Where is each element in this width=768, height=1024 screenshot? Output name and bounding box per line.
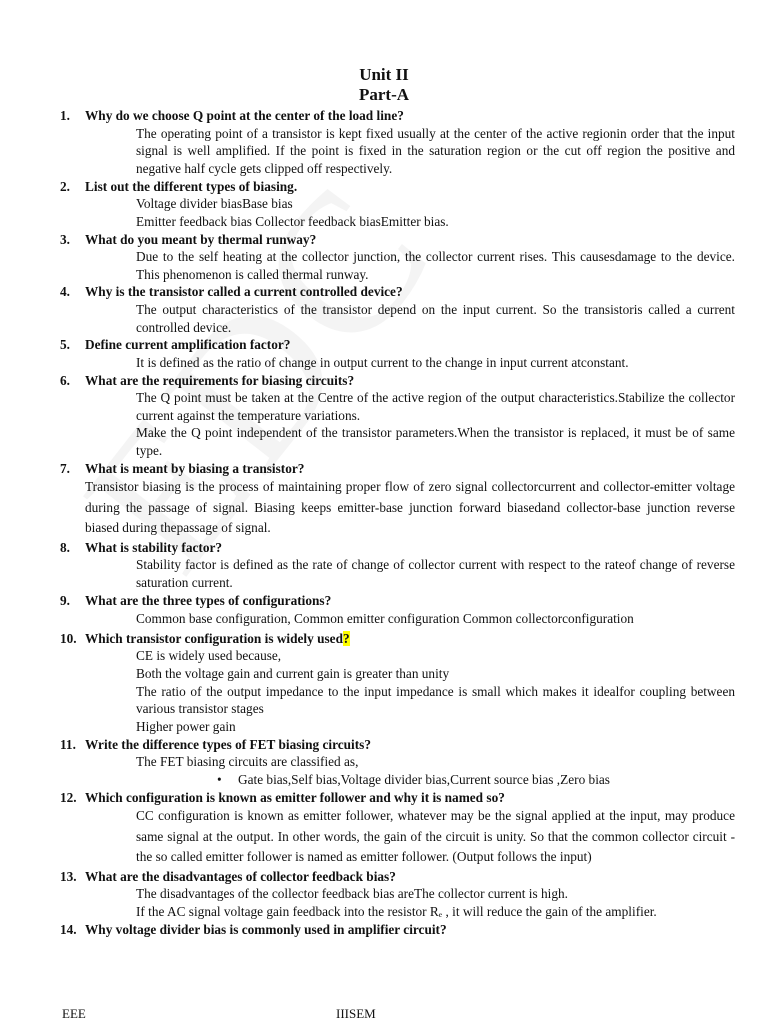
bullet-icon: • (217, 771, 222, 787)
answer-9: Common base configuration, Common emitter configuration Common collectorconfiguration (136, 611, 634, 627)
highlighted-mark: ? (342, 630, 350, 646)
question-3: 3. What do you meant by thermal runway? (60, 231, 317, 247)
question-9: 9. What are the three types of configurations? (60, 592, 332, 608)
answer-11: The FET biasing circuits are classified as, • Gate bias,Self bias,Voltage divider bias,Current source bias ,Zero bias (0, 753, 768, 788)
question-7: 7. What is meant by biasing a transistor? (60, 460, 305, 476)
answer-8: Stability factor is defined as the rate of change of collector current with respect to the rateof change of reverse saturation current. (136, 557, 735, 591)
part-title: Part-A (358, 85, 410, 104)
answer-1: The operating point of a transistor is kept fixed usually at the center of the active regionin order that the input signal is well amplified. If the point is fixed in the saturation region or the cut off region the positive and negative half cycle gets clipped off respectively. (136, 125, 735, 176)
answer-2: Voltage divider biasBase bias Emitter feedback bias Collector feedback biasEmitter bias. (136, 196, 449, 229)
answer-12: CC configuration is known as emitter follower, whatever may be the signal applied at the input, may produce same signal at the output. In other words, the gain of the circuit is unity. So that the common collector circuit - the so called emitter follower is named as emitter follower. (Output follows the input) (136, 808, 735, 865)
answer-4: The output characteristics of the transistor depend on the input current. So the transistoris called a current controlled device. (136, 301, 735, 335)
question-2: 2. List out the different types of biasing. (60, 178, 298, 194)
bullet-item: • Gate bias,Self bias,Voltage divider bias,Current source bias ,Zero bias (217, 771, 610, 787)
question-6: 6. What are the requirements for biasing circuits? (60, 372, 355, 388)
footer-semester: IIISEM (336, 1006, 376, 1021)
unit-title: Unit II (359, 65, 409, 84)
answer-3: Due to the self heating at the collector junction, the collector current rises. This causesdamage to the device. This phenomenon is called thermal runway. (136, 249, 735, 282)
answer-13: The disadvantages of the collector feedback bias areThe collector current is high. If the AC signal voltage gain feedback into the resistor Rₑ , it will reduce the gain of the amplifier. (136, 886, 657, 919)
page-title (0, 65, 768, 105)
question-1: 1. Why do we choose Q point at the center of the load line? (60, 108, 404, 123)
answer-7: Transistor biasing is the process of maintaining proper flow of zero signal collectorcurrent and collector-emitter voltage during the passage of signal. Biasing keeps emitter-base junction forward biasedand collector-base junction reverse biased during thepassage of signal. (85, 479, 735, 536)
question-5: 5. Define current amplification factor? (60, 337, 291, 353)
question-4: 4. Why is the transistor called a current controlled device? (60, 284, 403, 300)
footer-dept: EEE (62, 1006, 86, 1021)
question-14: 14. Why voltage divider bias is commonly used in amplifier circuit? (60, 921, 447, 937)
answer-5: It is defined as the ratio of change in output current to the change in input current atconstant. (136, 354, 629, 370)
answer-10: CE is widely used because, Both the voltage gain and current gain is greater than unity The ratio of the output impedance to the input impedance is small which makes it idealfor coupling between various transistor stages Higher power gain (136, 648, 735, 735)
question-8: 8. What is stability factor? (60, 539, 223, 555)
question-10: 10. Which transistor configuration is widely used? (60, 630, 350, 646)
question-11: 11. Write the difference types of FET biasing circuits? (60, 736, 371, 752)
question-12: 12. Which configuration is known as emitter follower and why it is named so? (60, 789, 505, 805)
answer-6: The Q point must be taken at the Centre of the active region of the output characteristics.Stabilize the collector current against the temperature variations. Make the Q point independent of the transistor parameters.When the transistor is replaced, it must be of same type. (136, 390, 735, 459)
question-list (0, 107, 768, 938)
question-13: 13. What are the disadvantages of collector feedback bias? (60, 868, 396, 884)
